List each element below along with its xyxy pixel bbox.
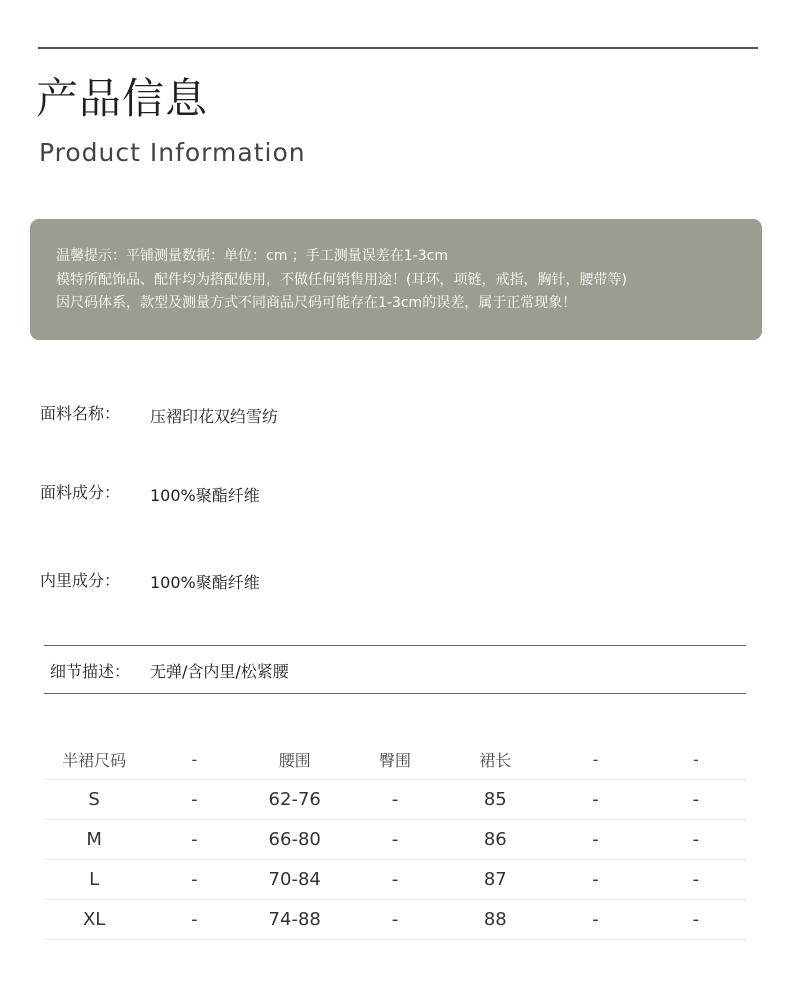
table-row	[44, 900, 746, 940]
table-row	[44, 820, 746, 860]
table-row	[44, 780, 746, 820]
notice-line: 因尺码体系，款型及测量方式不同商品尺码可能存在1-3cm的误差，属于正常现象！	[56, 295, 577, 311]
table-cell: -	[646, 780, 746, 820]
table-cell: -	[545, 860, 645, 900]
table-cell: 85	[445, 780, 545, 820]
details-label: 细节描述：	[50, 662, 131, 681]
table-row	[44, 860, 746, 900]
table-cell: -	[646, 860, 746, 900]
size-table	[44, 740, 746, 940]
table-header-row	[44, 740, 746, 780]
table-cell: -	[345, 780, 445, 820]
fabric-name-label: 面料名称：	[40, 404, 121, 423]
table-cell: 87	[445, 860, 545, 900]
table-cell: -	[144, 820, 244, 860]
details-value: 无弹/含内里/松紧腰	[150, 662, 289, 681]
table-cell: 70-84	[245, 860, 345, 900]
table-cell: -	[646, 900, 746, 940]
table-header-cell: -	[144, 740, 244, 780]
table-cell: -	[545, 780, 645, 820]
table-cell: -	[345, 860, 445, 900]
fabric-composition-label: 面料成分：	[40, 483, 121, 502]
details-bottom-divider	[44, 693, 746, 694]
table-header-cell: -	[646, 740, 746, 780]
lining-composition-value: 100%聚酯纤维	[150, 573, 260, 592]
top-divider	[38, 47, 758, 49]
table-cell: -	[345, 900, 445, 940]
table-cell: XL	[44, 900, 144, 940]
fabric-name-value: 压褶印花双绉雪纺	[150, 407, 279, 426]
table-cell: -	[144, 900, 244, 940]
table-cell: 74-88	[245, 900, 345, 940]
table-header-cell: 半裙尺码	[44, 740, 144, 780]
lining-composition-label: 内里成分：	[40, 571, 121, 590]
page-subtitle: Product Information	[39, 138, 306, 167]
notice-box	[30, 219, 762, 340]
table-header-cell: 裙长	[445, 740, 545, 780]
details-top-divider	[44, 645, 746, 646]
table-cell: -	[345, 820, 445, 860]
table-cell: -	[144, 780, 244, 820]
table-cell: -	[646, 820, 746, 860]
bottom-strip	[0, 978, 790, 1007]
notice-line: 模特所配饰品、配件均为搭配使用，不做任何销售用途！(耳环，项链，戒指，胸针，腰带等)	[56, 271, 627, 288]
table-cell: -	[545, 900, 645, 940]
table-cell: 88	[445, 900, 545, 940]
table-cell: 62-76	[245, 780, 345, 820]
table-cell: 86	[445, 820, 545, 860]
table-cell: -	[144, 860, 244, 900]
table-header-cell: 臀围	[345, 740, 445, 780]
table-cell: 66-80	[245, 820, 345, 860]
table-header-cell: 腰围	[245, 740, 345, 780]
fabric-composition-value: 100%聚酯纤维	[150, 486, 260, 505]
table-header-cell: -	[545, 740, 645, 780]
page-title: 产品信息	[36, 74, 209, 123]
table-cell: -	[545, 820, 645, 860]
table-cell: M	[44, 820, 144, 860]
table-cell: L	[44, 860, 144, 900]
table-cell: S	[44, 780, 144, 820]
notice-line: 温馨提示：平铺测量数据：单位：cm ；手工测量误差在1-3cm	[56, 248, 448, 264]
